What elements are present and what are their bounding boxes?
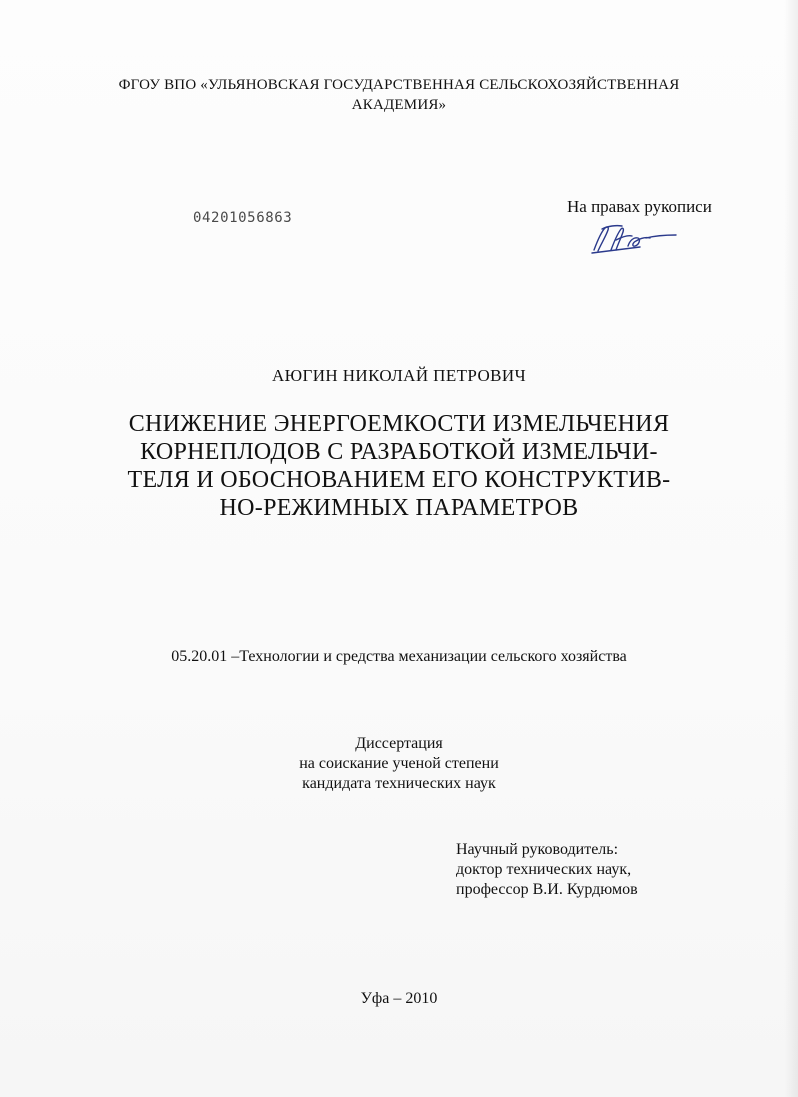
rights-notice: На правах рукописи bbox=[567, 197, 712, 216]
author-name: АЮГИН НИКОЛАЙ ПЕТРОВИЧ bbox=[271, 366, 527, 385]
title-line: ТЕЛЯ И ОБОСНОВАНИЕМ ЕГО КОНСТРУКТИВ- bbox=[127, 467, 671, 493]
degree-line: на соискание ученой степени bbox=[299, 755, 499, 772]
degree-statement bbox=[0, 734, 798, 794]
archive-number-stamp: 04201056863 bbox=[193, 210, 293, 226]
scientific-supervisor bbox=[456, 840, 638, 900]
title-line: СНИЖЕНИЕ ЭНЕРГОЕМКОСТИ ИЗМЕЛЬЧЕНИЯ bbox=[128, 411, 670, 437]
supervisor-line: Научный руководитель: bbox=[456, 841, 619, 858]
supervisor-line: доктор технических наук, bbox=[456, 861, 632, 878]
degree-line: кандидата технических наук bbox=[302, 775, 496, 792]
city-year: Уфа – 2010 bbox=[360, 990, 438, 1007]
specialty-code: 05.20.01 –Технологии и средства механизации сельского хозяйства bbox=[171, 648, 627, 665]
dissertation-title bbox=[0, 410, 798, 522]
supervisor-line: профессор В.И. Курдюмов bbox=[456, 881, 638, 898]
handwritten-signature bbox=[588, 220, 680, 256]
institution-header bbox=[0, 75, 798, 115]
title-line: НО-РЕЖИМНЫХ ПАРАМЕТРОВ bbox=[219, 495, 579, 521]
title-line: КОРНЕПЛОДОВ С РАЗРАБОТКОЙ ИЗМЕЛЬЧИ- bbox=[140, 439, 658, 465]
degree-line: Диссертация bbox=[355, 735, 443, 752]
institution-line-2: АКАДЕМИЯ» bbox=[351, 97, 447, 113]
institution-line-1: ФГОУ ВПО «УЛЬЯНОВСКАЯ ГОСУДАРСТВЕННАЯ СЕЛЬСКОХОЗЯЙСТВЕННАЯ bbox=[118, 77, 680, 93]
